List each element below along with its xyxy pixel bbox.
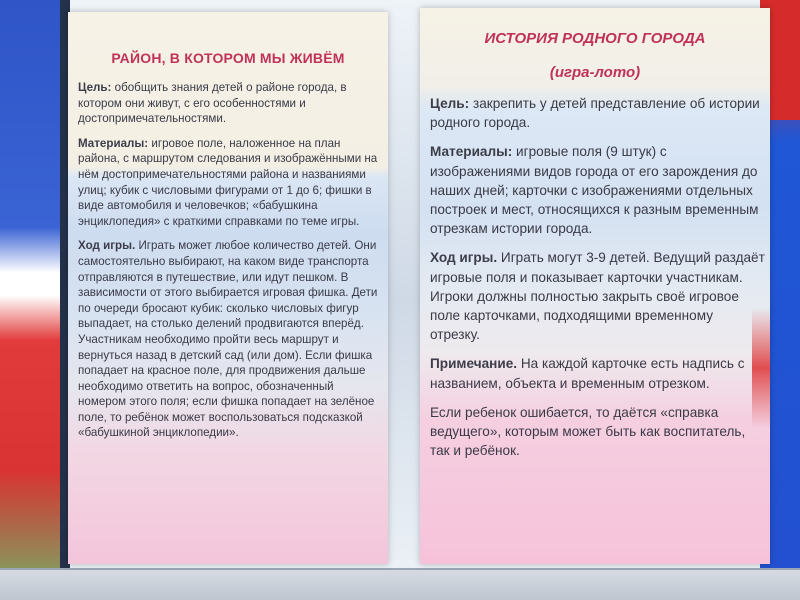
note-paragraph — [430, 354, 766, 392]
materials-text: игровые поля (9 штук) с изображениями видов города от его зарождения до наших дней; карточки с изображениями отдельных построек и мест, относящихся к разным временным отрезкам истории города. — [430, 144, 759, 237]
goal-text: обобщить знания детей о районе города, в котором они живут, с его особенностями и достопримечательностями. — [78, 81, 347, 126]
card-city-history — [420, 8, 770, 564]
materials-text: игровое поле, наложенное на план района, с маршрутом следования и изображёнными на нём достопримечательностями района и названиями улиц; кубик с числовыми фигурами от 1 до 6; фишки в виде автомобиля и человечков; «бабушкина энциклопедия» с краткими справками по теме игры. — [78, 136, 378, 228]
process-text: Играть может любое количество детей. Они самостоятельно выбирают, на каком виде транспорта отправляются в путешествие, или идут пешком. В зависимости от этого выбирается игровая фишка. Дети по очереди бросают кубик: сколько числовых фигур выпадает, на столько делений продвигаются вперёд. Участникам необходимо пройти весь маршрут и вернуться назад в детский сад (или дом). Если фишка попадает на красное поле, для продвижения дальше необходимо ответить на вопрос, обозначенный номером этого поля; если фишка попадает на зелёное поле, то ребёнок может воспользоваться подсказкой «бабушкиной энциклопедии». — [78, 239, 378, 440]
process-label: Ход игры. — [430, 250, 498, 266]
goal-text: закрепить у детей представление об истории родного города. — [430, 96, 760, 131]
note-text: На каждой карточке есть надпись с названием, объекта и временным отрезком. — [430, 356, 745, 391]
materials-paragraph — [430, 142, 766, 238]
process-label: Ход игры. — [78, 239, 136, 253]
goal-paragraph — [78, 80, 380, 127]
card-subtitle: (игра-лото) — [549, 64, 641, 81]
goal-label: Цель: — [430, 96, 470, 111]
extra-paragraph: Если ребенок ошибается, то даётся «справка ведущего», которым может быть как воспитатель, так и ребёнок. — [430, 404, 746, 459]
card-title: РАЙОН, В КОТОРОМ МЫ ЖИВЁМ — [111, 50, 345, 66]
card-content — [78, 80, 380, 450]
materials-label: Материалы: — [78, 136, 149, 150]
bottom-strip — [0, 568, 800, 600]
card-district — [68, 12, 388, 564]
process-paragraph — [430, 248, 766, 344]
process-paragraph — [78, 238, 380, 441]
goal-label: Цель: — [78, 81, 112, 94]
materials-label: Материалы: — [430, 144, 513, 160]
card-content — [430, 94, 766, 470]
process-text: Играть могут 3-9 детей. Ведущий раздаёт игровые поля и показывает карточки участникам. Игроки должны полностью закрыть своё игровое поле карточками, подходящими временному отрезку. — [430, 250, 765, 343]
materials-paragraph — [78, 136, 380, 230]
goal-paragraph — [430, 94, 766, 132]
card-title: ИСТОРИЯ РОДНОГО ГОРОДА — [484, 30, 706, 47]
note-label: Примечание. — [430, 356, 518, 372]
